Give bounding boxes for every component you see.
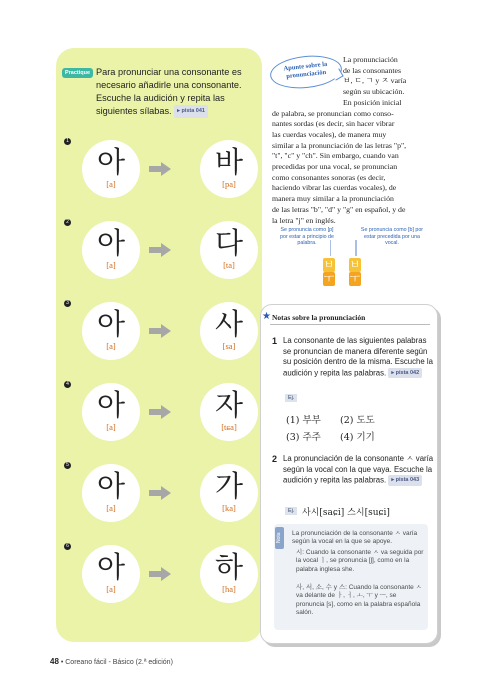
romanization: [a] <box>106 503 116 513</box>
tip-pointer-lines <box>330 240 360 258</box>
syllable-circle-right <box>200 464 258 522</box>
instruction-text: Para pronunciar una consonante es necesario añadirle una consonante. Escuche la audición y repita las siguientes sílabas. <box>96 67 242 116</box>
romanization: [a] <box>106 422 116 432</box>
syllable-circle-left <box>82 140 140 198</box>
arrow-right-icon <box>149 162 171 176</box>
arrow-right-icon <box>149 567 171 581</box>
syllable-circle-left <box>82 383 140 441</box>
pair-number: 6 <box>64 543 71 550</box>
practice-instruction <box>96 66 256 118</box>
arrow-right-icon <box>149 324 171 338</box>
romanization: [tɕa] <box>221 422 237 432</box>
tip-line: como consonantes sonoras (es decir, <box>272 172 386 182</box>
book-title: • Coreano fácil - Básico (2.ª edición) <box>60 659 173 666</box>
glyph-u-1: ㅜ <box>323 272 335 285</box>
syllable-circle-right <box>200 140 258 198</box>
glyph-bieup-2: ㅂ <box>349 258 361 271</box>
syllable-circle-right <box>200 221 258 279</box>
tip-line: La pronunciación <box>343 55 398 64</box>
tip-line: las cuerdas vocales), de manera muy <box>272 129 387 139</box>
romanization: [pa] <box>222 179 236 189</box>
audio-track-041[interactable]: ▸ pista 041 <box>174 105 208 118</box>
romanization: [a] <box>106 584 116 594</box>
tip-line: nantes sordas (es decir, sin hacer vibrar <box>272 119 395 129</box>
tip-line: En posición inicial <box>343 97 402 107</box>
pair-number: 3 <box>64 300 71 307</box>
tip-line: similar a la pronunciación de las letras "p", <box>272 140 407 150</box>
pair-number: 2 <box>64 219 71 226</box>
question-1-number: 1 <box>272 336 278 346</box>
hangul-syllable: 자 <box>214 388 243 422</box>
pair-number: 4 <box>64 381 71 388</box>
nota-tab: Nota <box>275 527 284 549</box>
romanization: [ha] <box>222 584 236 594</box>
example-3: (3) 주주 <box>286 432 321 443</box>
syllable-circle-right <box>200 383 258 441</box>
glyph-bieup-1: ㅂ <box>323 258 335 271</box>
syllable-circle-left <box>82 545 140 603</box>
question-2-number: 2 <box>272 454 278 464</box>
tip-line: de las letras "b", "d" y "g" en español, y de <box>272 204 406 214</box>
example-1: (1) 부부 <box>286 415 321 426</box>
tip-label-initial: Se pronuncia como [p] por estar a principio de palabra. <box>280 227 334 246</box>
hangul-syllable: 아 <box>96 307 125 341</box>
romanization: [ta] <box>223 260 235 270</box>
hangul-syllable: 바 <box>214 145 243 179</box>
audio-track-042[interactable]: ▸ pista 042 <box>388 368 422 379</box>
page-footer <box>50 657 173 666</box>
tip-text-wide <box>272 109 442 227</box>
romanization: [ka] <box>222 503 236 513</box>
arrow-right-icon <box>149 405 171 419</box>
hangul-syllable: 가 <box>214 469 243 503</box>
hangul-syllable: 사 <box>214 307 243 341</box>
nota-intro: La pronunciación de la consonante ㅅ varía según la vocal en la que se apoye. <box>292 530 418 546</box>
question-2-text <box>283 454 435 486</box>
pair-number: 5 <box>64 462 71 469</box>
romanization: [a] <box>106 260 116 270</box>
romanization: [a] <box>106 341 116 351</box>
practique-badge: Practique <box>62 68 93 78</box>
tip-text-narrow <box>343 55 443 109</box>
q2-text: La pronunciación de la consonante ㅅ varía según la vocal con la que vaya. Escuche la audición y repita las palabras. <box>283 454 434 485</box>
page-number: 48 <box>50 657 59 666</box>
syllable-circle-right <box>200 302 258 360</box>
hangul-syllable: 아 <box>96 469 125 503</box>
syllable-circle-right <box>200 545 258 603</box>
romanization: [a] <box>106 179 116 189</box>
pair-number: 1 <box>64 138 71 145</box>
syllable-circle-left <box>82 464 140 522</box>
tip-line: precedidas por una vocal, se pronuncian <box>272 162 398 172</box>
hangul-syllable: 아 <box>96 226 125 260</box>
example-label-2: Ej. <box>285 507 297 515</box>
tip-line: ㅂ, ㄷ, ㄱ y ㅈ varía <box>343 76 407 86</box>
hangul-syllable: 아 <box>96 145 125 179</box>
example-4: (4) 기기 <box>340 432 375 443</box>
q1-text: La consonante de las siguientes palabras se pronuncian de manera diferente según su posición dentro de la misma. Escuche la audición y repita las palabras. <box>283 336 433 377</box>
hangul-syllable: 아 <box>96 388 125 422</box>
romanization: [sa] <box>222 341 236 351</box>
tip-line: "t", "c" y "ch". Sin embargo, cuando van <box>272 151 399 161</box>
tip-line: la letra "j" en inglés. <box>272 215 336 225</box>
tip-label-voiced: Se pronuncia como [b] por estar precedida por una vocal. <box>360 227 424 246</box>
hangul-syllable: 다 <box>214 226 243 260</box>
nota-sa: 사, 서, 소, 수 y 스: Cuando la consonante ㅅ va delante de ㅏ, ㅓ, ㅗ, ㅜ y ㅡ, se pronuncia [s], como en la palabra española salón. <box>296 584 422 616</box>
notes-title: Notas sobre la pronunciación <box>272 313 366 322</box>
tip-line: manera muy similar a la pronunciación <box>272 194 394 204</box>
tip-line: haciendo vibrar las cuerdas vocales), de <box>272 183 397 193</box>
question-1-text <box>283 336 435 378</box>
hangul-syllable: 하 <box>214 550 243 584</box>
tip-line: según su ubicación. <box>343 87 405 97</box>
syllable-circle-left <box>82 302 140 360</box>
hangul-syllable: 아 <box>96 550 125 584</box>
arrow-right-icon <box>149 243 171 257</box>
example-q2: 사시[saɕi] 스시[suɕi] <box>302 508 390 518</box>
example-label: Ej. <box>285 394 297 402</box>
arrow-right-icon <box>149 486 171 500</box>
tip-line: de palabra, se pronuncian como conso- <box>272 108 394 118</box>
syllable-circle-left <box>82 221 140 279</box>
glyph-u-2: ㅜ <box>349 272 361 285</box>
tip-tag-label: Apunte sobre la pronunciación <box>283 60 328 81</box>
star-icon: ★ <box>262 311 271 322</box>
nota-si: 시: Cuando la consonante ㅅ va seguida por la vocal ㅣ, se pronuncia [ʃ], como en la palabra inglesa she. <box>296 549 424 573</box>
tip-line: de las consonantes <box>343 65 402 75</box>
audio-track-043[interactable]: ▸ pista 043 <box>388 475 422 486</box>
notes-divider <box>270 324 430 325</box>
example-2: (2) 도도 <box>340 415 375 426</box>
